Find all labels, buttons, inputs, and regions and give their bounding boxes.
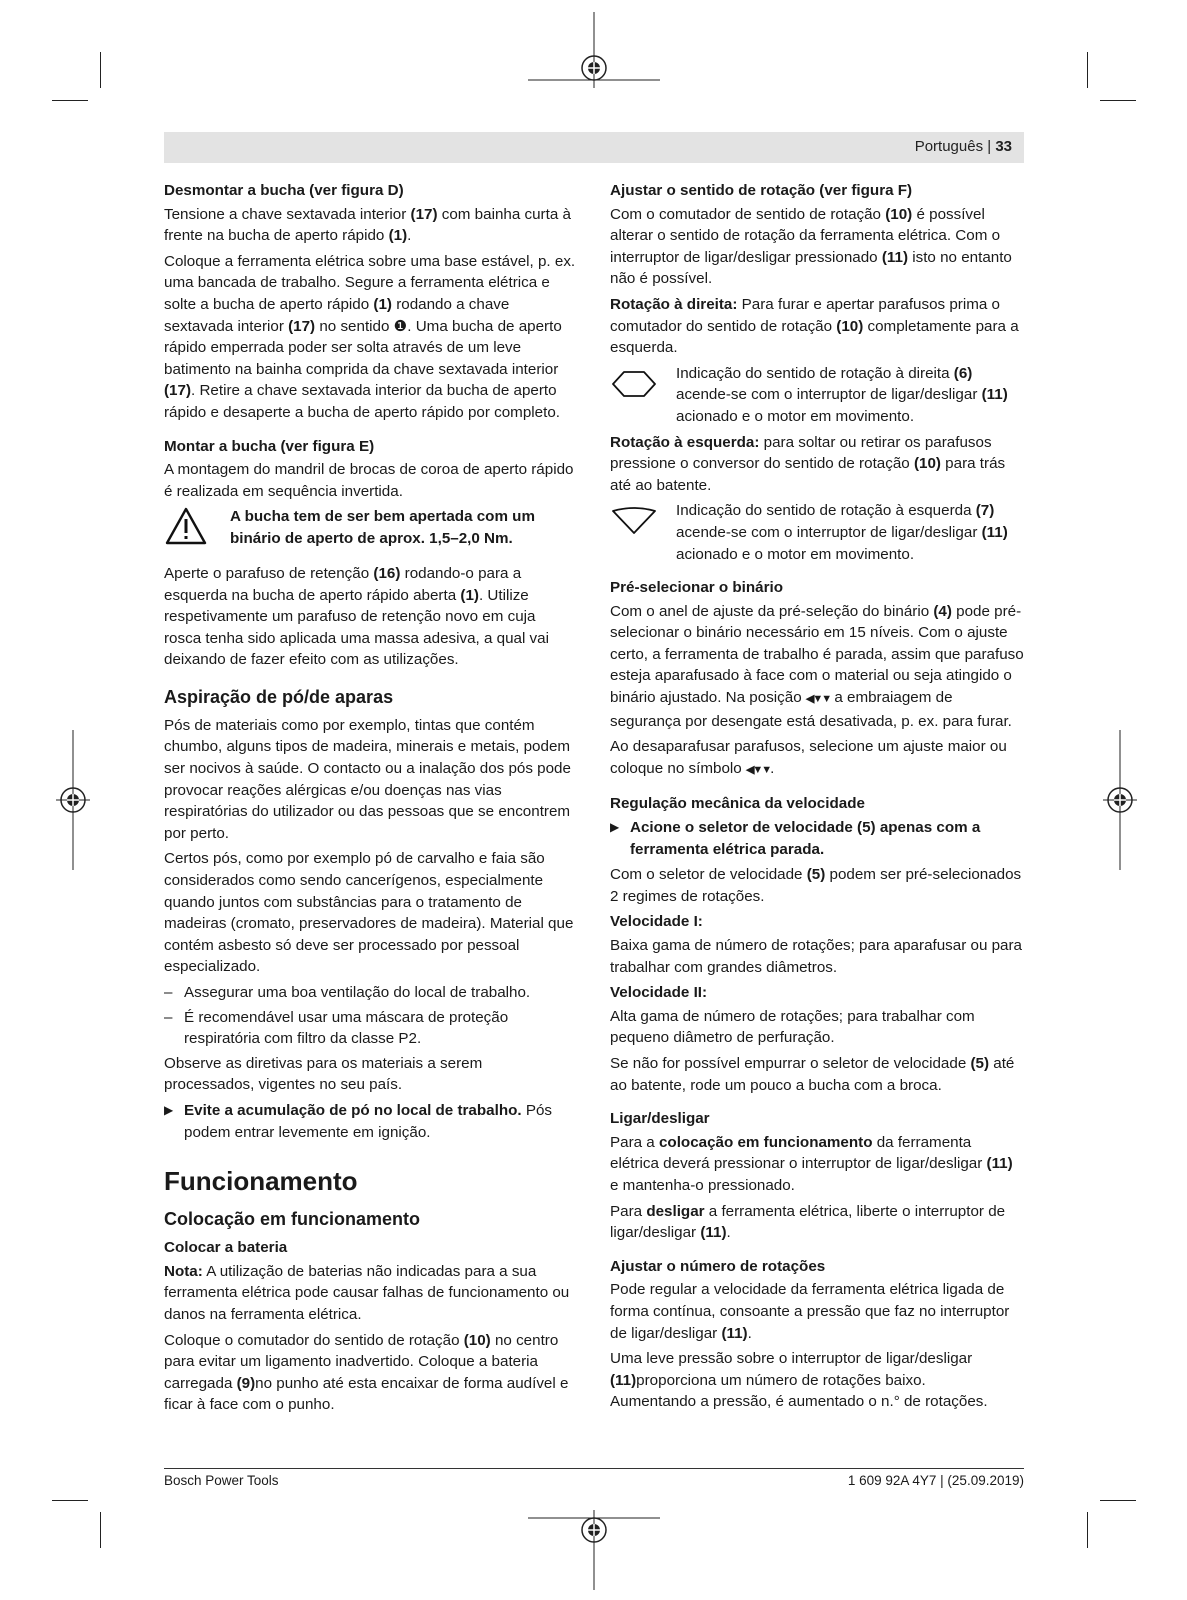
section-heading: Montar a bucha (ver figura E) bbox=[164, 437, 375, 455]
paragraph: Rotação à esquerda: para soltar ou retirar os parafusos pressione o conversor do sentido de rotação (10) para trás até ao batente. bbox=[610, 433, 1006, 494]
chapter-heading: Funcionamento bbox=[164, 1166, 358, 1197]
page-number: 33 bbox=[995, 138, 1012, 155]
right-column bbox=[610, 180, 1024, 1417]
section-heading: Ajustar o número de rotações bbox=[610, 1257, 826, 1275]
paragraph: Certos pós, como por exemplo pó de carvalho e faia são considerados como sendo cancerígenos, especialmente quando juntos com substâncias para o tratamento de madeiras (cromato, preservadores de madeira). Material que contém asbesto só deve ser processado por pessoal especializado. bbox=[164, 850, 574, 976]
header-language: Português bbox=[914, 138, 984, 155]
paragraph: Com o anel de ajuste da pré-seleção do binário (4) pode pré-selecionar o binário necessário em 15 níveis. Com o ajuste certo, a ferramenta de trabalho é parada, assim que parafuso esteja aparafusado à face com o material ou seja atingido o binário ajustado. Na posição ◀▼▼ a embraiagem de segurança por desengate está desativada, p. ex. para furar. bbox=[610, 602, 1024, 730]
arrow-right-icon: ▶ bbox=[164, 1102, 174, 1117]
paragraph: Para desligar a ferramenta elétrica, liberte o interruptor de ligar/desligar (11). bbox=[610, 1202, 1006, 1242]
registration-mark-icon bbox=[56, 730, 90, 870]
registration-mark-icon bbox=[1103, 730, 1137, 870]
paragraph: Ao desaparafusar parafusos, selecione um ajuste maior ou coloque no símbolo ◀▼▼. bbox=[610, 738, 1007, 777]
crop-mark bbox=[1087, 52, 1088, 88]
section-heading: Colocação em funcionamento bbox=[164, 1209, 421, 1230]
paragraph: Se não for possível empurrar o seletor de velocidade (5) até ao batente, rode um pouco a bucha com a broca. bbox=[610, 1054, 1015, 1094]
crop-mark bbox=[1100, 1500, 1136, 1501]
section-heading: Aspiração de pó/de aparas bbox=[164, 686, 394, 707]
footer-doc-id: 1 609 92A 4Y7 | (25.09.2019) bbox=[847, 1473, 1024, 1488]
registration-mark-icon bbox=[528, 12, 660, 88]
paragraph: Com o seletor de velocidade (5) podem ser pré-selecionados 2 regimes de rotações. bbox=[610, 866, 1022, 905]
section-heading: Ligar/desligar bbox=[610, 1110, 710, 1128]
drill-symbol-icon: ◀▼▼ bbox=[745, 763, 771, 776]
paragraph: Nota: A utilização de baterias não indicadas para a sua ferramenta elétrica pode causar falhas de funcionamento ou danos na ferramenta elétrica. bbox=[164, 1262, 570, 1323]
warning-note bbox=[164, 506, 576, 553]
crop-mark bbox=[52, 1500, 88, 1501]
paragraph: Alta gama de número de rotações; para trabalhar com pequeno diâmetro de perfuração. bbox=[610, 1007, 975, 1047]
crop-mark bbox=[52, 100, 88, 101]
paragraph: Coloque a ferramenta elétrica sobre uma base estável, p. ex. uma bancada de trabalho. Segure a ferramenta elétrica e solte a bucha de aperto rápido (1) rodando a chave sextavada interior (17) no sentido ❶. Uma bucha de aperto rápido emperrada poder ser solta através de um leve batimento na bainha comprida da chave sextavada interior (17). Retire a chave sextavada interior da bucha de aperto rápido e desaperte a bucha de aperto rápido por completo. bbox=[164, 252, 576, 421]
paragraph: Com o comutador de sentido de rotação (10) é possível alterar o sentido de rotação da ferramenta elétrica. Com o interruptor de ligar/desligar pressionado (11) isto no entanto não é possível. bbox=[610, 205, 1012, 288]
footer-divider bbox=[164, 1468, 1024, 1469]
section-heading: Pré-selecionar o binário bbox=[610, 579, 784, 597]
paragraph: Para a colocação em funcionamento da ferramenta elétrica deverá pressionar o interruptor de ligar/desligar (11) e mantenha-o pressionado. bbox=[610, 1133, 1013, 1194]
paragraph: Baixa gama de número de rotações; para aparafusar ou para trabalhar com grandes diâmetros. bbox=[610, 937, 1023, 976]
paragraph: Rotação à direita: Para furar e apertar parafusos prima o comutador do sentido de rotação (10) completamente para a esquerda. bbox=[610, 295, 1019, 357]
instruction-item: ▶ Acione o seletor de velocidade (5) apenas com a ferramenta elétrica parada. bbox=[610, 817, 1024, 860]
list-item: – É recomendável usar uma máscara de proteção respiratória com filtro da classe P2. bbox=[164, 1008, 509, 1048]
footer-brand: Bosch Power Tools bbox=[164, 1473, 279, 1488]
section-heading: Ajustar o sentido de rotação (ver figura F) bbox=[610, 182, 913, 199]
paragraph: Coloque o comutador do sentido de rotação (10) no centro para evitar um ligamento inadvertido. Coloque a bateria carregada (9)no punho até esta encaixar de forma audível e ficar à face com o punho. bbox=[164, 1331, 569, 1414]
indicator-note bbox=[610, 363, 1024, 428]
page-header bbox=[164, 132, 1024, 163]
paragraph: Pode regular a velocidade da ferramenta elétrica ligada de forma contínua, consoante a pressão que faz no interruptor de ligar/desligar (11). bbox=[610, 1281, 1010, 1342]
crop-mark bbox=[100, 52, 101, 88]
crop-mark bbox=[100, 1512, 101, 1548]
section-heading: Colocar a bateria bbox=[164, 1239, 288, 1257]
section-heading: Desmontar a bucha (ver figura D) bbox=[164, 182, 404, 199]
crop-mark bbox=[1087, 1512, 1088, 1548]
crop-mark bbox=[1100, 100, 1136, 101]
header-text: Português | 33 bbox=[914, 138, 1012, 155]
paragraph: Tensione a chave sextavada interior (17) com bainha curta à frente na bucha de aperto rápido (1). bbox=[164, 205, 571, 245]
subheading: Velocidade I: bbox=[610, 913, 703, 931]
paragraph: Pós de materiais como por exemplo, tintas que contém chumbo, alguns tipos de madeira, minerais e metais, podem ser nocivos à saúde. O contacto ou a inalação dos pós pode provocar reações alérgicas e/ou doenças nas vias respiratórias do utilizador ou das pessoas que se encontrem por perto. bbox=[164, 716, 571, 842]
instruction-item: ▶ Evite a acumulação de pó no local de trabalho. Pós podem entrar levemente em ignição. bbox=[164, 1100, 576, 1143]
paragraph: Observe as diretivas para os materiais a serem processados, vigentes no seu país. bbox=[164, 1054, 483, 1094]
arrow-right-icon: ▶ bbox=[610, 820, 620, 835]
indicator-text: Indicação do sentido de rotação à esquerda (7) acende-se com o interruptor de ligar/desligar (11) acionado e o motor em movimento. bbox=[676, 502, 1008, 563]
rotation-right-indicator-icon bbox=[610, 363, 676, 428]
drill-symbol-icon: ◀▼▼ bbox=[805, 693, 831, 706]
paragraph: Uma leve pressão sobre o interruptor de ligar/desligar (11)proporciona um número de rotações baixo. Aumentando a pressão, é aumentado o n.° de rotações. bbox=[610, 1350, 988, 1411]
rotation-left-indicator-icon bbox=[610, 500, 676, 565]
indicator-note bbox=[610, 500, 1024, 565]
warning-icon bbox=[164, 506, 230, 553]
left-column bbox=[164, 180, 576, 1420]
subheading: Velocidade II: bbox=[610, 984, 708, 1002]
list-item: – Assegurar uma boa ventilação do local de trabalho. bbox=[164, 984, 531, 1001]
registration-mark-icon bbox=[528, 1510, 660, 1590]
paragraph: A montagem do mandril de brocas de coroa de aperto rápido é realizada em sequência invertida. bbox=[164, 461, 574, 500]
warning-text: A bucha tem de ser bem apertada com um binário de aperto de aprox. 1,5–2,0 Nm. bbox=[230, 508, 535, 547]
indicator-text: Indicação do sentido de rotação à direita (6) acende-se com o interruptor de ligar/desligar (11) acionado e o motor em movimento. bbox=[676, 364, 1008, 425]
section-heading: Regulação mecânica da velocidade bbox=[610, 795, 865, 813]
paragraph: Aperte o parafuso de retenção (16) rodando-o para a esquerda na bucha de aperto rápido aberta (1). Utilize respetivamente um parafuso de retenção novo em cuja rosca tenha sido aplicada uma massa adesiva, a qual vai deixando de fazer efeito com as utilizações. bbox=[164, 564, 549, 669]
